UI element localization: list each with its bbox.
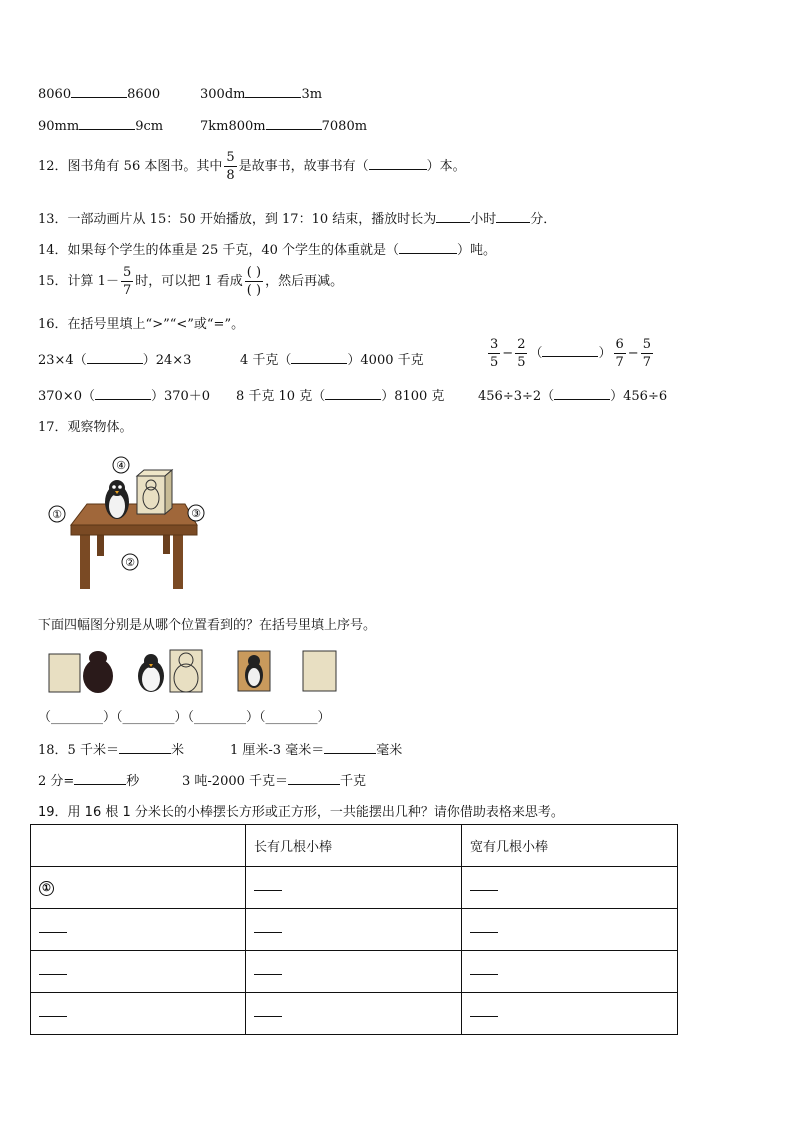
q18-c: 2 分= 秒 (38, 770, 139, 789)
question-19-title: 19．用 16 根 1 分米长的小棒摆长方形或正方形，一共能摆出几种？请你借助表格来思考。 (38, 805, 564, 820)
answer-blank[interactable] (324, 740, 376, 754)
answer-blank[interactable] (325, 386, 381, 400)
answer-cell[interactable] (31, 993, 246, 1035)
question-13: 13．一部动画片从 15：50 开始播放，到 17：10 结束，播放时长为 小时 分． (38, 208, 556, 227)
position-label-4: ④ (116, 459, 126, 472)
q16-r2c2: 8 千克 10 克（ ）8100 克 (236, 385, 444, 404)
table-header-row (31, 825, 678, 867)
header-cell (31, 825, 246, 867)
position-label-2: ② (125, 556, 135, 569)
answer-blank[interactable] (245, 84, 301, 98)
table-row (31, 951, 678, 993)
q17-answer-blanks[interactable]: （________）（________）（________）（________） (38, 710, 331, 725)
views-illustration (46, 648, 346, 694)
answer-blank[interactable] (79, 116, 135, 130)
answer-blank[interactable] (74, 771, 126, 785)
answer-blank[interactable] (71, 84, 127, 98)
q18-a: 18．5 千米＝ 米 (38, 739, 184, 758)
header-length: 长有几根小棒 (246, 825, 462, 867)
question-17-title: 17．观察物体。 (38, 420, 133, 435)
table-row (31, 993, 678, 1035)
q16-r2c3: 456÷3÷2（ ）456÷6 (478, 385, 667, 404)
q11-row1-item2: 300dm 3m (200, 84, 322, 102)
q16-r1c1: 23×4（ ）24×3 (38, 349, 191, 368)
q18-b: 1 厘米-3 毫米＝ 毫米 (230, 739, 402, 758)
question-12: 12．图书角有 56 本图书。其中 $\frac{5}{8}$ 是故事书，故事书有（ ）本。 (38, 150, 466, 183)
answer-cell[interactable] (462, 909, 678, 951)
table-row (31, 867, 678, 909)
q19-table (30, 824, 678, 1035)
answer-blank[interactable] (542, 343, 598, 357)
q16-r2c1: 370×0（ ）370＋0 (38, 385, 210, 404)
answer-cell[interactable] (246, 951, 462, 993)
answer-cell[interactable] (246, 909, 462, 951)
answer-blank[interactable] (95, 386, 151, 400)
q11-row2-item1: 90mm 9cm (38, 116, 163, 134)
answer-blank[interactable] (436, 209, 470, 223)
answer-cell[interactable] (246, 993, 462, 1035)
answer-blank[interactable] (554, 386, 610, 400)
fraction: $\frac{5}{7}$ (122, 265, 132, 298)
table-row (31, 909, 678, 951)
answer-blank[interactable] (291, 350, 347, 364)
answer-blank[interactable] (399, 240, 457, 254)
position-label-3: ③ (191, 507, 201, 520)
answer-blank[interactable] (369, 156, 427, 170)
answer-blank[interactable] (288, 771, 340, 785)
answer-cell[interactable] (462, 993, 678, 1035)
header-width: 宽有几根小棒 (462, 825, 678, 867)
answer-cell[interactable] (31, 951, 246, 993)
answer-blank[interactable] (87, 350, 143, 364)
fraction: $\frac{5}{8}$ (226, 150, 235, 183)
table-scene-illustration (45, 452, 215, 592)
q16-r1c3: $\frac{3}{5}$ − $\frac{2}{5}$ （ ） $\frac{6}{7}$ − $\frac{5}{7}$ (490, 337, 651, 370)
question-15: 15．计算 1－ $\frac{5}{7}$ 时，可以把 1 看成 $\frac{( )}{( )}$ ，然后再减。 (38, 265, 344, 298)
answer-cell[interactable] (462, 867, 678, 909)
blank-fraction[interactable]: $\frac{( )}{( )}$ (246, 265, 262, 298)
q11-row1-item1: 8060 8600 (38, 84, 160, 102)
question-14: 14．如果每个学生的体重是 25 千克，40 个学生的体重就是（ ）吨。 (38, 239, 496, 258)
q18-d: 3 吨-2000 千克＝ 千克 (182, 770, 366, 789)
question-17-instruction: 下面四幅图分别是从哪个位置看到的？在括号里填上序号。 (38, 618, 377, 633)
answer-blank[interactable] (266, 116, 322, 130)
position-label-1: ① (52, 508, 62, 521)
q11-row2-item2: 7km800m 7080m (200, 116, 367, 134)
q16-r1c2: 4 千克（ ）4000 千克 (240, 349, 424, 368)
question-16-title: 16．在括号里填上“>”“<”或“=”。 (38, 317, 245, 332)
answer-cell[interactable] (31, 909, 246, 951)
answer-cell[interactable] (462, 951, 678, 993)
answer-blank[interactable] (119, 740, 171, 754)
row-label: ① (31, 867, 246, 909)
answer-blank[interactable] (496, 209, 530, 223)
answer-cell[interactable] (246, 867, 462, 909)
